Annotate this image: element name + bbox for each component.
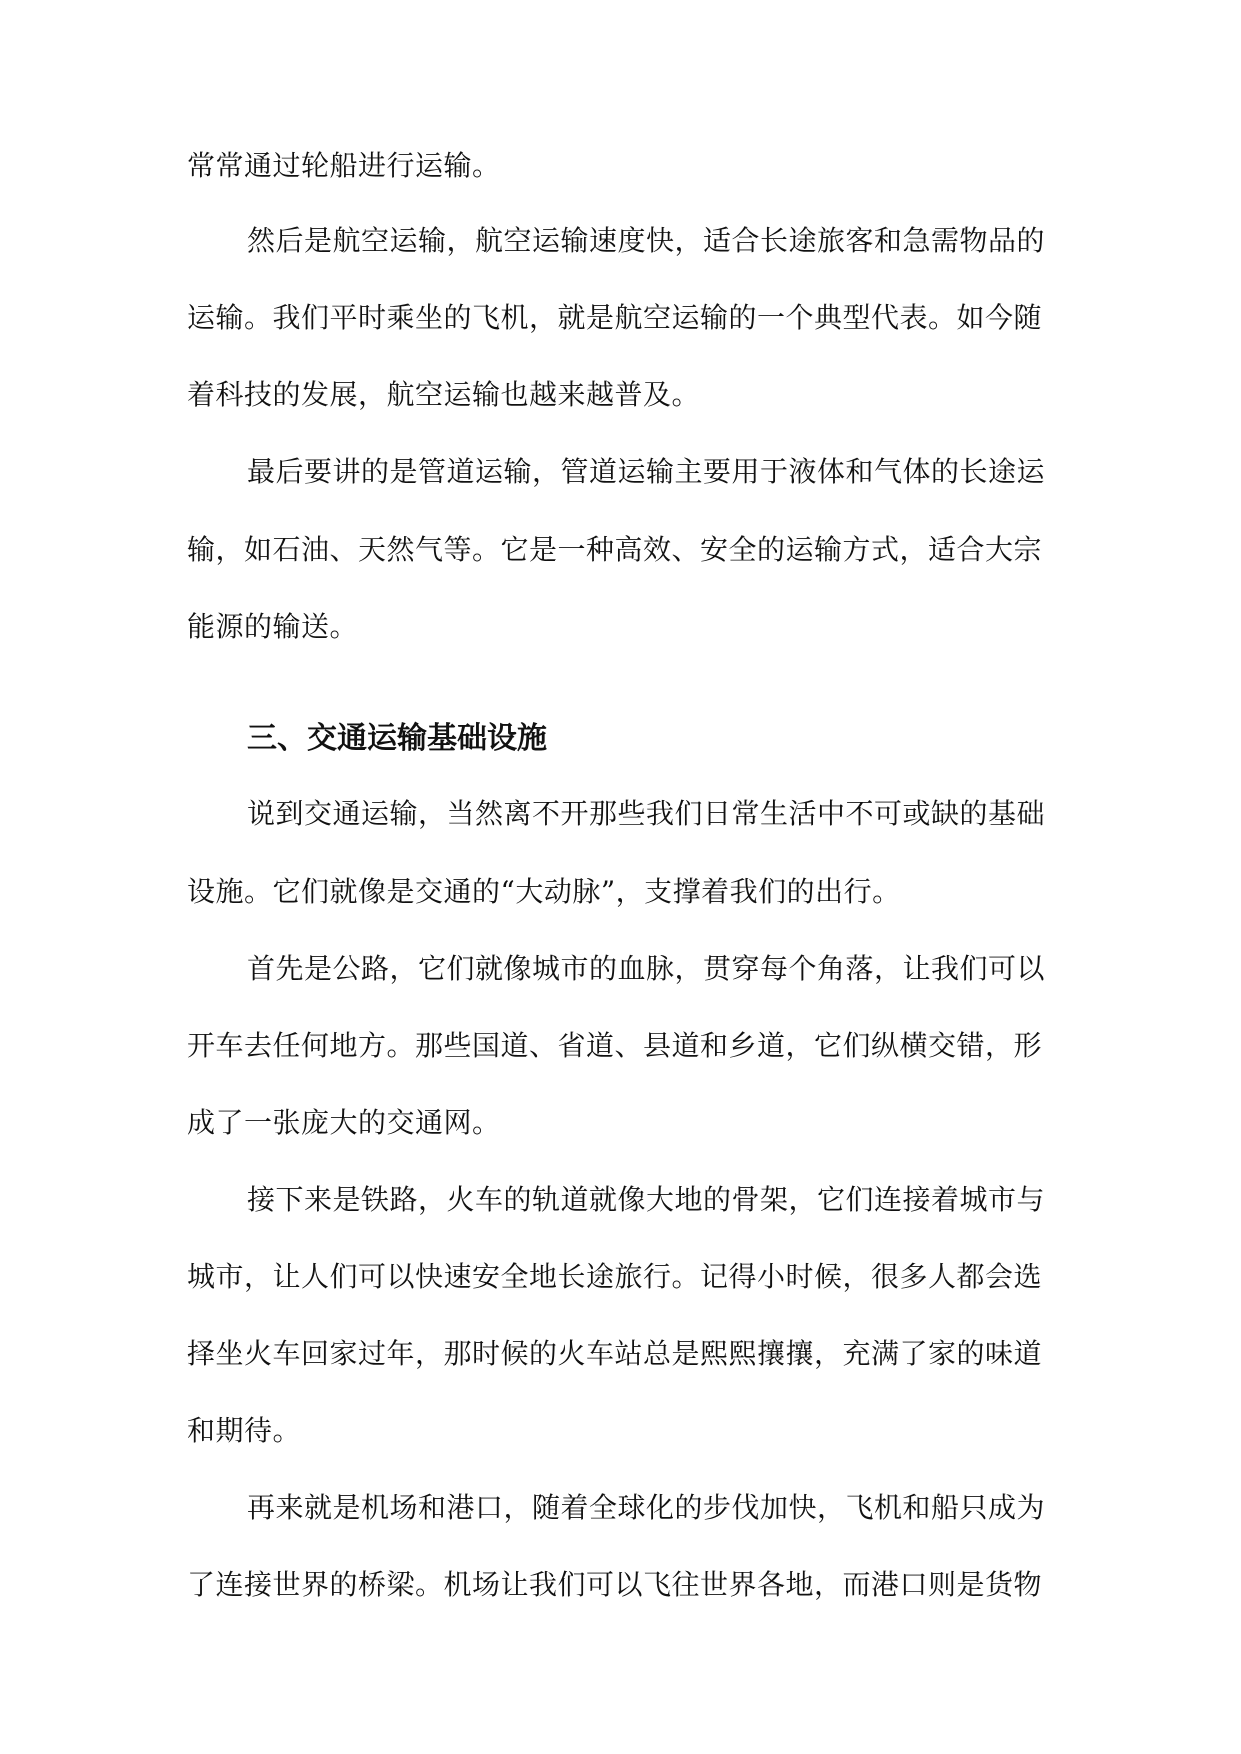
paragraph-line: 了连接世界的桥梁。机场让我们可以飞往世界各地，而港口则是货物 [187,1568,1043,1601]
paragraph-line: 运输。我们平时乘坐的飞机，就是航空运输的一个典型代表。如今随 [187,301,1043,334]
paragraph-line: 首先是公路，它们就像城市的血脉，贯穿每个角落，让我们可以 [247,952,1046,985]
paragraph-line: 输，如石油、天然气等。它是一种高效、安全的运输方式，适合大宗 [187,533,1043,566]
paragraph-line: 着科技的发展，航空运输也越来越普及。 [187,378,701,411]
paragraph-line: 再来就是机场和港口，随着全球化的步伐加快，飞机和船只成为 [247,1491,1046,1524]
paragraph-line: 能源的输送。 [187,610,359,643]
section-heading: 三、交通运输基础设施 [247,721,547,756]
paragraph-line: 开车去任何地方。那些国道、省道、县道和乡道，它们纵横交错，形 [187,1029,1043,1062]
paragraph-line: 设施。它们就像是交通的“大动脉”，支撑着我们的出行。 [187,875,901,908]
paragraph-line: 和期待。 [187,1414,302,1447]
paragraph-line: 常常通过轮船进行运输。 [187,149,501,182]
paragraph-line: 最后要讲的是管道运输，管道运输主要用于液体和气体的长途运 [247,455,1046,488]
paragraph-line: 城市，让人们可以快速安全地长途旅行。记得小时候，很多人都会选 [187,1260,1043,1293]
paragraph-line: 接下来是铁路，火车的轨道就像大地的骨架，它们连接着城市与 [247,1183,1046,1216]
paragraph-line: 然后是航空运输，航空运输速度快，适合长途旅客和急需物品的 [247,224,1046,257]
paragraph-line: 说到交通运输，当然离不开那些我们日常生活中不可或缺的基础 [247,797,1046,830]
paragraph-line: 择坐火车回家过年，那时候的火车站总是熙熙攘攘，充满了家的味道 [187,1337,1043,1370]
paragraph-line: 成了一张庞大的交通网。 [187,1106,501,1139]
